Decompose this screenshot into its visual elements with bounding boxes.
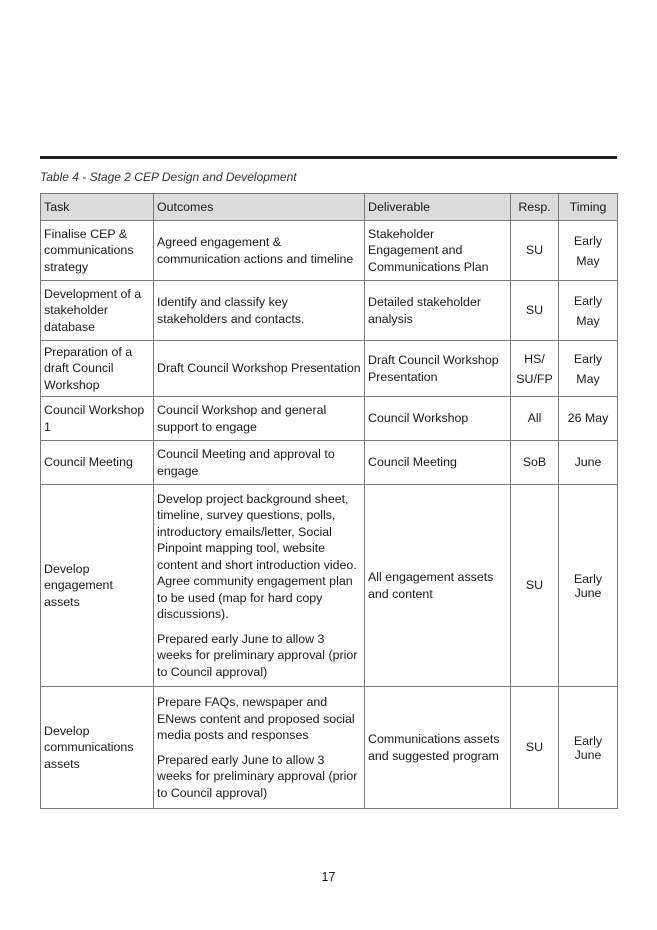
deliverable-cell: Council Meeting (365, 441, 511, 485)
task-cell: Development of a stakeholder database (41, 281, 154, 341)
outcomes-cell (154, 397, 365, 441)
outcome-text: Council Meeting and approval to engage (157, 447, 335, 478)
timing-cell: Early May (559, 221, 618, 281)
timing-cell: June (559, 441, 618, 485)
outcome-text: Draft Council Workshop Presentation (157, 361, 361, 376)
page-number: 17 (321, 870, 336, 884)
outcome-text: Prepare FAQs, newspaper and ENews content and proposed social media posts and responses (157, 695, 355, 742)
table-row (41, 281, 618, 341)
task-cell: Develop engagement assets (41, 485, 154, 687)
deliverable-cell: All engagement assets and content (365, 485, 511, 687)
table-row (41, 397, 618, 441)
resp-cell: SU (511, 221, 559, 281)
header-task: Task (41, 194, 154, 221)
timing-cell: Early May (559, 281, 618, 341)
outcome-text: Prepared early June to allow 3 weeks for preliminary approval (prior to Council approval) (157, 752, 358, 800)
task-cell: Preparation of a draft Council Workshop (41, 341, 154, 397)
table-row (41, 485, 618, 687)
timing-cell: 26 May (559, 397, 618, 441)
deliverable-cell: Draft Council Workshop Presentation (365, 341, 511, 397)
task-cell: Finalise CEP & communications strategy (41, 221, 154, 281)
task-cell: Council Workshop 1 (41, 397, 154, 441)
outcome-text: Develop project background sheet, timeline, survey questions, polls, introductory emails/letter, Social Pinpoint mapping tool, website content and short introduction video. Agree community engagement plan to be used (map for hard copy discussions). (157, 491, 357, 622)
resp-cell: SU (511, 281, 559, 341)
resp-cell: SU (511, 485, 559, 687)
timing-cell: Early June (559, 687, 618, 809)
header-outcomes: Outcomes (154, 194, 365, 221)
table-row (41, 687, 618, 809)
deliverable-cell: Council Workshop (365, 397, 511, 441)
outcomes-cell (154, 485, 365, 687)
header-timing: Timing (559, 194, 618, 221)
resp-cell: SoB (511, 441, 559, 485)
table-row (41, 341, 618, 397)
table-caption: Table 4 - Stage 2 CEP Design and Development (40, 170, 297, 184)
outcome-text: Identify and classify key stakeholders and contacts. (157, 295, 305, 326)
table-row (41, 221, 618, 281)
table-header-row (41, 194, 618, 221)
deliverable-cell: Stakeholder Engagement and Communications Plan (365, 221, 511, 281)
table-row (41, 441, 618, 485)
outcomes-cell (154, 221, 365, 281)
deliverable-cell: Communications assets and suggested program (365, 687, 511, 809)
outcome-text: Agreed engagement & communication actions and timeline (157, 235, 354, 266)
deliverable-cell: Detailed stakeholder analysis (365, 281, 511, 341)
timing-cell: Early May (559, 341, 618, 397)
outcomes-cell (154, 281, 365, 341)
stage2-table (40, 193, 618, 809)
resp-cell: SU (511, 687, 559, 809)
outcome-text: Prepared early June to allow 3 weeks for preliminary approval (prior to Council approval) (157, 631, 358, 679)
outcome-text: Council Workshop and general support to engage (157, 403, 327, 434)
outcomes-cell (154, 441, 365, 485)
header-resp: Resp. (511, 194, 559, 221)
resp-cell: All (511, 397, 559, 441)
task-cell: Develop communications assets (41, 687, 154, 809)
task-cell: Council Meeting (41, 441, 154, 485)
header-deliverable: Deliverable (365, 194, 511, 221)
resp-cell: HS/ SU/FP (511, 341, 559, 397)
outcomes-cell (154, 687, 365, 809)
outcomes-cell (154, 341, 365, 397)
top-rule (40, 156, 617, 159)
timing-cell: Early June (559, 485, 618, 687)
